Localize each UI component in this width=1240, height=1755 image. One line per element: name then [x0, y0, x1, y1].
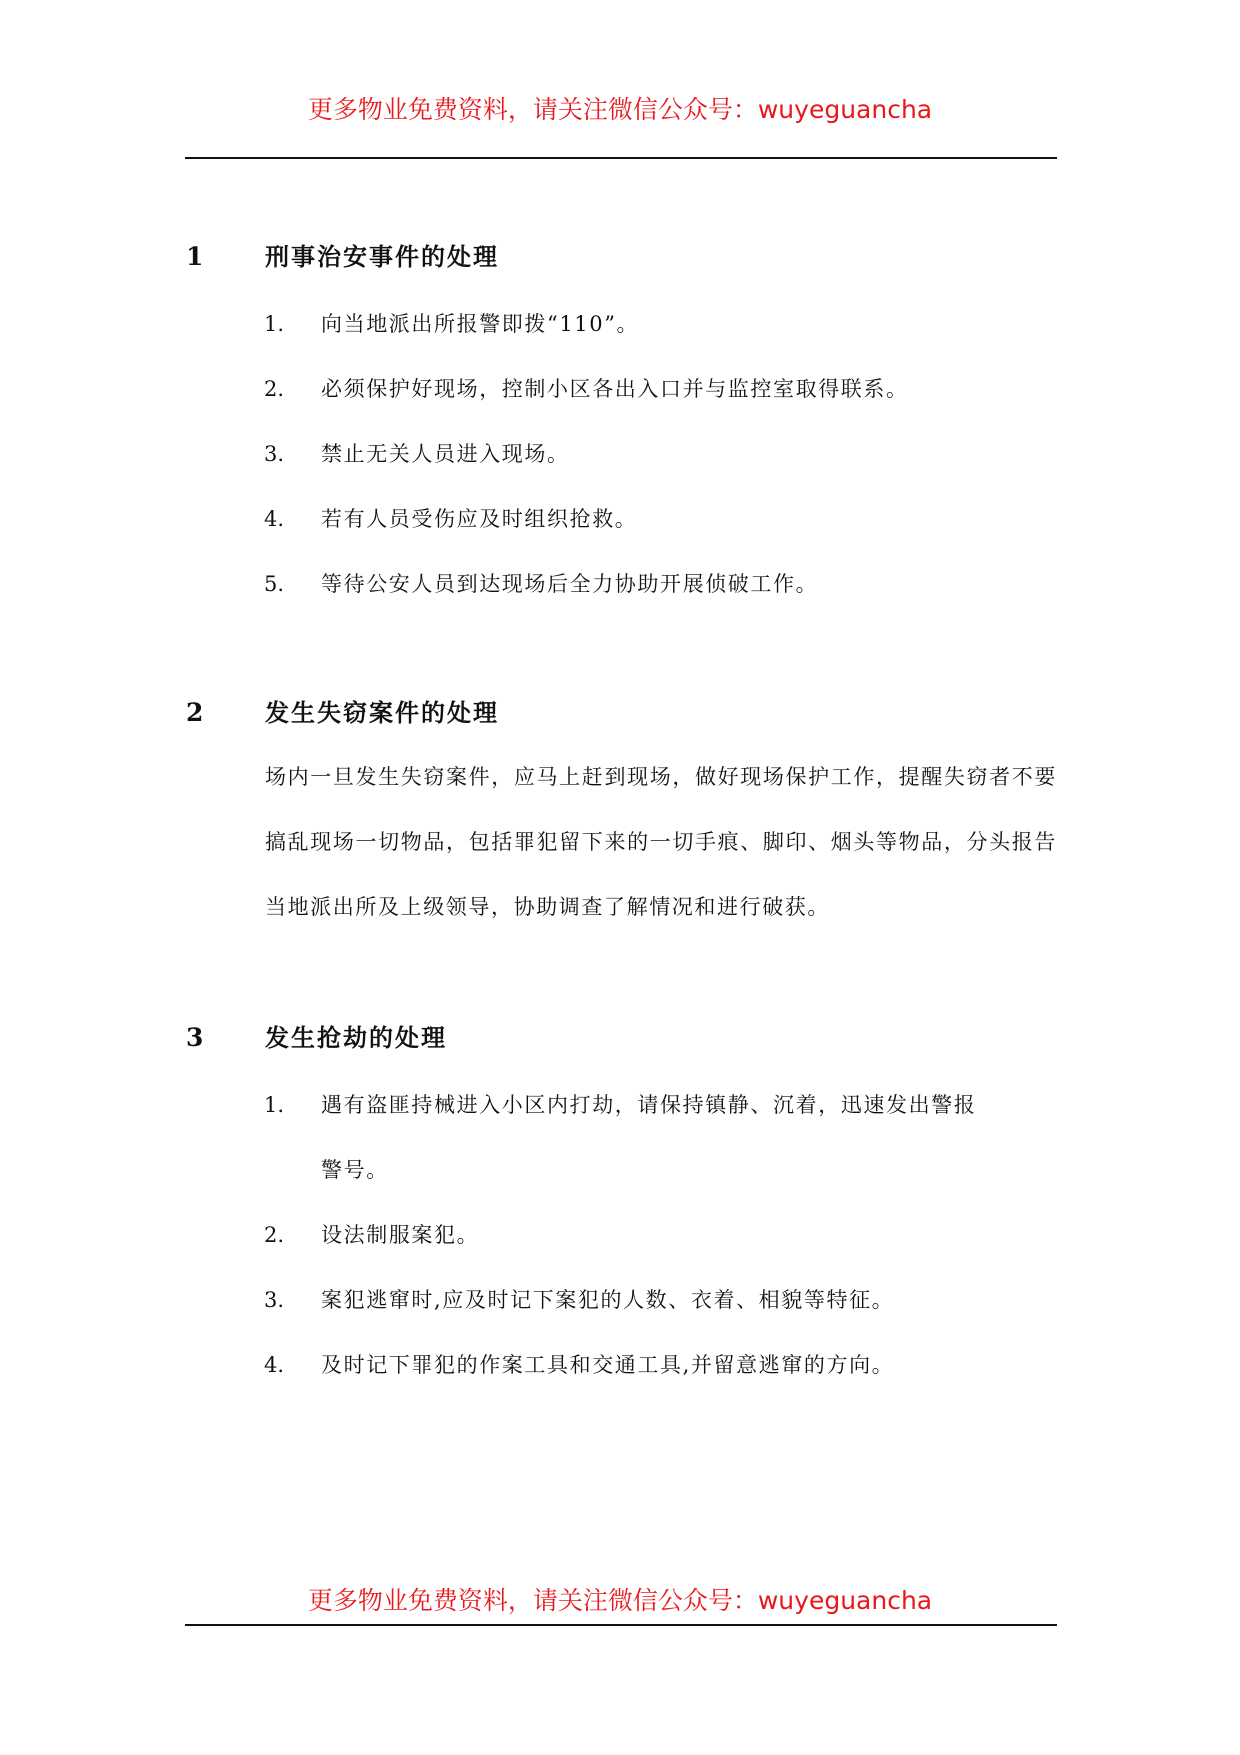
section-1-item-1-text: 向当地派出所报警即拨“110”。: [321, 312, 640, 336]
section-3-item-4-number: 4.: [264, 1353, 285, 1377]
section-3-item-2-number: 2.: [264, 1223, 285, 1247]
section-2-title: 发生失窃案件的处理: [265, 698, 499, 727]
header-rule: [185, 157, 1057, 159]
section-1-number: 1: [186, 242, 204, 271]
section-2-number: 2: [186, 698, 204, 727]
section-1-item-4-text: 若有人员受伤应及时组织抢救。: [321, 507, 638, 531]
section-3-item-1-text-continued: 警号。: [321, 1158, 389, 1182]
section-3-item-1-number: 1.: [264, 1093, 285, 1117]
header-banner: 更多物业免费资料，请关注微信公众号：wuyeguancha: [307, 95, 933, 124]
section-3-title: 发生抢劫的处理: [265, 1023, 447, 1052]
section-3-number: 3: [186, 1023, 204, 1052]
footer-banner: 更多物业免费资料，请关注微信公众号：wuyeguancha: [307, 1586, 933, 1615]
section-1-item-4-number: 4.: [264, 507, 285, 531]
section-1-item-2-number: 2.: [264, 377, 285, 401]
section-1-item-5-text: 等待公安人员到达现场后全力协助开展侦破工作。: [321, 572, 819, 596]
section-3-item-2-text: 设法制服案犯。: [321, 1223, 480, 1247]
section-1-item-3-number: 3.: [264, 442, 285, 466]
section-1-item-5-number: 5.: [264, 572, 285, 596]
section-3-item-3-number: 3.: [264, 1288, 285, 1312]
section-1-item-2-text: 必须保护好现场，控制小区各出入口并与监控室取得联系。: [321, 377, 909, 401]
section-1-item-3-text: 禁止无关人员进入现场。: [321, 442, 570, 466]
section-2-paragraph: 场内一旦发生失窃案件，应马上赶到现场，做好现场保护工作，提醒失窃者不要搞乱现场一切物品，包括罪犯留下来的一切手痕、脚印、烟头等物品，分头报告当地派出所及上级领导，协助调查了解情况和进行破获。: [265, 765, 1057, 919]
section-1-title: 刑事治安事件的处理: [265, 242, 499, 271]
footer-rule: [185, 1624, 1057, 1626]
section-3-item-3-text: 案犯逃窜时,应及时记下案犯的人数、衣着、相貌等特征。: [321, 1288, 895, 1312]
section-3-item-4-text: 及时记下罪犯的作案工具和交通工具,并留意逃窜的方向。: [321, 1353, 895, 1377]
section-3-item-1-text: 遇有盗匪持械进入小区内打劫，请保持镇静、沉着，迅速发出警报: [321, 1093, 977, 1117]
section-1-item-1-number: 1.: [264, 312, 285, 336]
